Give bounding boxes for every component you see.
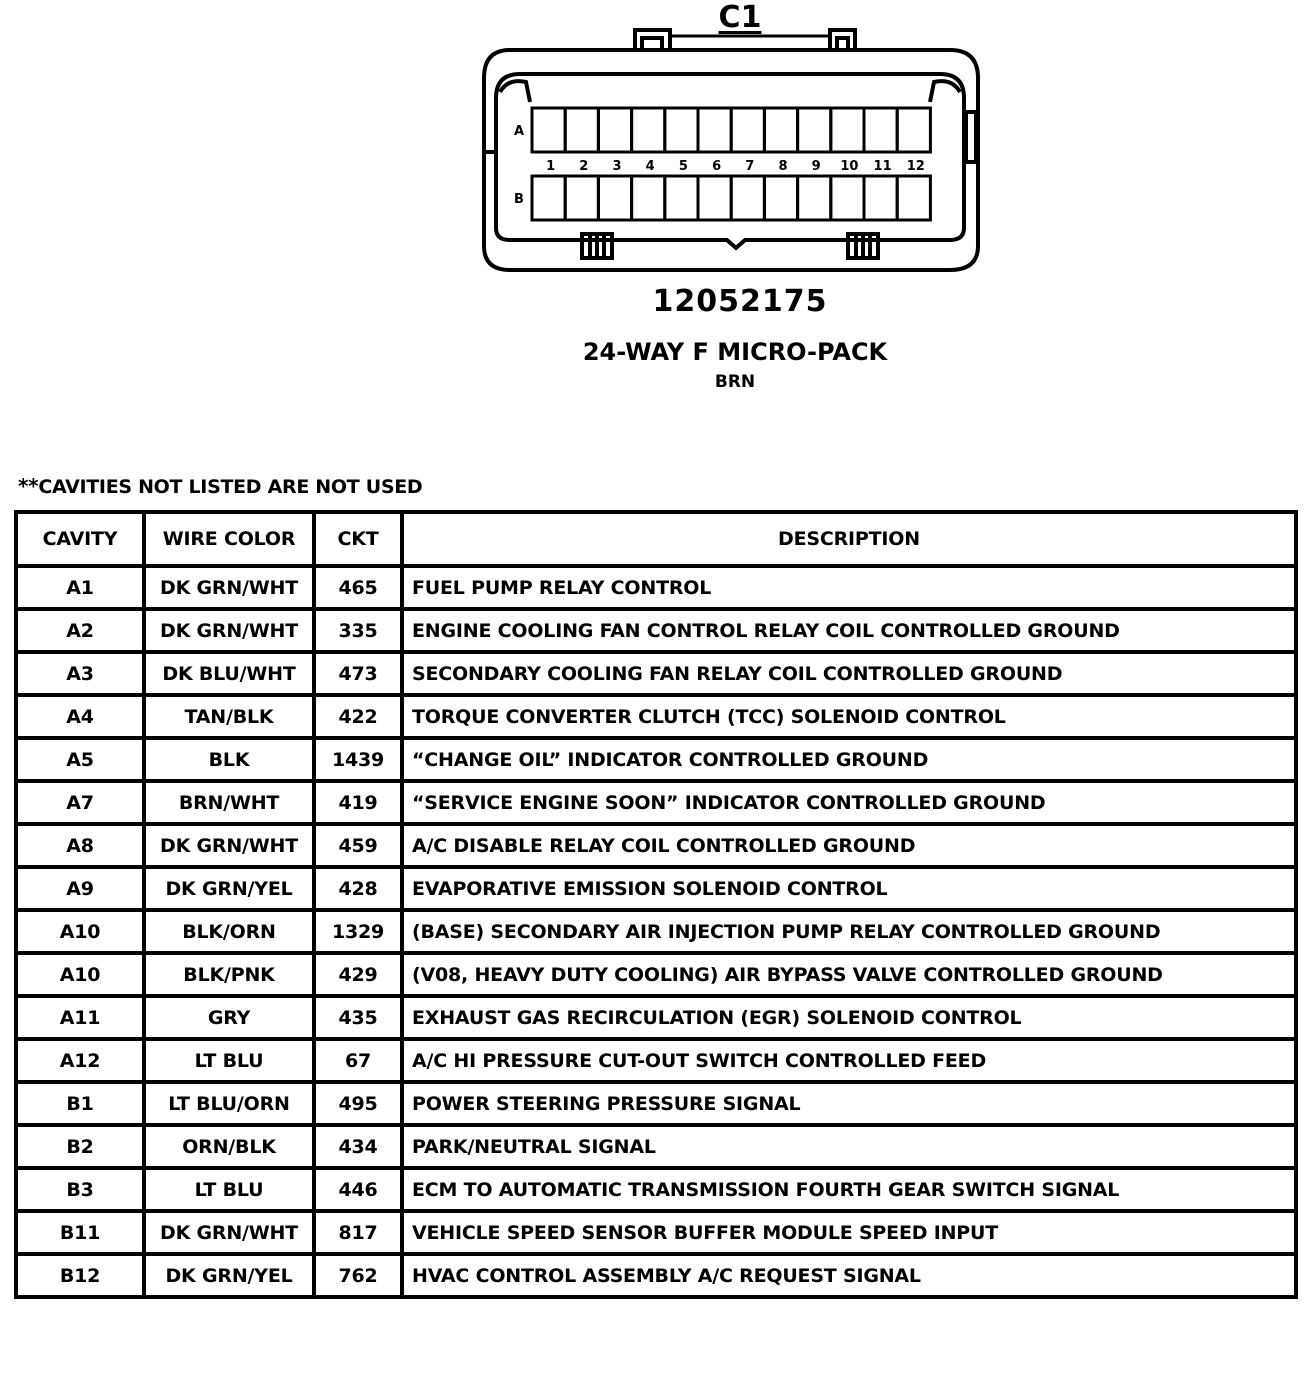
cell-ckt: 1329 (314, 910, 402, 953)
cavity-A7 (731, 108, 764, 152)
cell-description: (V08, HEAVY DUTY COOLING) AIR BYPASS VALVE CONTROLLED GROUND (402, 953, 1296, 996)
cell-wire-color: GRY (144, 996, 314, 1039)
cavity-A10 (831, 108, 864, 152)
table-row (16, 781, 1296, 824)
cavity-grid (532, 108, 930, 220)
table-row (16, 1039, 1296, 1082)
cell-ckt: 1439 (314, 738, 402, 781)
cell-cavity: B11 (16, 1211, 144, 1254)
cell-description: “CHANGE OIL” INDICATOR CONTROLLED GROUND (402, 738, 1296, 781)
part-number: 12052175 (652, 284, 828, 319)
cavity-B4 (632, 176, 665, 220)
cell-description: FUEL PUMP RELAY CONTROL (402, 566, 1296, 609)
cavity-B8 (764, 176, 797, 220)
row-label: A (514, 124, 525, 139)
cell-description: ECM TO AUTOMATIC TRANSMISSION FOURTH GEAR SWITCH SIGNAL (402, 1168, 1296, 1211)
cavity-B10 (831, 176, 864, 220)
cavity-A4 (632, 108, 665, 152)
cell-wire-color: DK BLU/WHT (144, 652, 314, 695)
cell-ckt: 459 (314, 824, 402, 867)
cell-cavity: A7 (16, 781, 144, 824)
pin-number-label: 8 (778, 159, 788, 174)
cavity-B7 (731, 176, 764, 220)
cell-cavity: A10 (16, 953, 144, 996)
table-row (16, 1082, 1296, 1125)
cell-ckt: 435 (314, 996, 402, 1039)
cavity-B3 (598, 176, 631, 220)
cell-ckt: 473 (314, 652, 402, 695)
cell-cavity: A11 (16, 996, 144, 1039)
cell-wire-color: LT BLU/ORN (144, 1082, 314, 1125)
cell-description: POWER STEERING PRESSURE SIGNAL (402, 1082, 1296, 1125)
cell-ckt: 428 (314, 867, 402, 910)
cell-cavity: B2 (16, 1125, 144, 1168)
cell-description: VEHICLE SPEED SENSOR BUFFER MODULE SPEED INPUT (402, 1211, 1296, 1254)
cell-cavity: A1 (16, 566, 144, 609)
cell-wire-color: TAN/BLK (144, 695, 314, 738)
row-label: B (514, 192, 524, 207)
cell-cavity: A9 (16, 867, 144, 910)
table-row (16, 1211, 1296, 1254)
cell-description: A/C DISABLE RELAY COIL CONTROLLED GROUND (402, 824, 1296, 867)
cell-wire-color: DK GRN/WHT (144, 1211, 314, 1254)
cell-wire-color: DK GRN/WHT (144, 609, 314, 652)
pin-number-label: 5 (678, 159, 688, 174)
cell-wire-color: BLK/PNK (144, 953, 314, 996)
cavity-B6 (698, 176, 731, 220)
cell-description: A/C HI PRESSURE CUT-OUT SWITCH CONTROLLED FEED (402, 1039, 1296, 1082)
pin-number-label: 3 (612, 159, 622, 174)
cavity-A5 (665, 108, 698, 152)
connector-housing-outline (484, 50, 978, 270)
table-row (16, 652, 1296, 695)
table-row (16, 953, 1296, 996)
cell-description: TORQUE CONVERTER CLUTCH (TCC) SOLENOID CONTROL (402, 695, 1296, 738)
cell-ckt: 335 (314, 609, 402, 652)
cavity-A6 (698, 108, 731, 152)
cell-cavity: A4 (16, 695, 144, 738)
cell-ckt: 429 (314, 953, 402, 996)
cell-wire-color: BRN/WHT (144, 781, 314, 824)
cell-ckt: 446 (314, 1168, 402, 1211)
table-row (16, 1125, 1296, 1168)
cell-description: “SERVICE ENGINE SOON” INDICATOR CONTROLLED GROUND (402, 781, 1296, 824)
cavity-B11 (864, 176, 897, 220)
pin-number-label: 11 (873, 159, 892, 174)
pin-number-label: 10 (840, 159, 859, 174)
connector-type: 24-WAY F MICRO-PACK (582, 338, 888, 366)
header-description: DESCRIPTION (402, 512, 1296, 566)
pinout-table-body (16, 566, 1296, 1297)
connector-housing-inner (496, 74, 964, 248)
cavity-B9 (798, 176, 831, 220)
cavity-A12 (897, 108, 930, 152)
pin-number-label: 7 (745, 159, 755, 174)
cavity-A1 (532, 108, 565, 152)
cell-ckt: 762 (314, 1254, 402, 1297)
table-row (16, 1168, 1296, 1211)
cell-description: PARK/NEUTRAL SIGNAL (402, 1125, 1296, 1168)
cell-wire-color: BLK (144, 738, 314, 781)
cavity-B12 (897, 176, 930, 220)
table-row (16, 910, 1296, 953)
table-row (16, 867, 1296, 910)
cell-cavity: A5 (16, 738, 144, 781)
cell-cavity: A8 (16, 824, 144, 867)
note-text: CAVITIES NOT LISTED ARE NOT USED (38, 476, 423, 498)
cavity-A8 (764, 108, 797, 152)
header-wire-color: WIRE COLOR (144, 512, 314, 566)
cavity-A11 (864, 108, 897, 152)
cell-description: SECONDARY COOLING FAN RELAY COIL CONTROLLED GROUND (402, 652, 1296, 695)
table-row (16, 609, 1296, 652)
table-row (16, 695, 1296, 738)
cell-ckt: 67 (314, 1039, 402, 1082)
pin-number-label: 12 (906, 159, 925, 174)
cavity-B5 (665, 176, 698, 220)
cell-cavity: A2 (16, 609, 144, 652)
cell-wire-color: DK GRN/WHT (144, 566, 314, 609)
table-row (16, 738, 1296, 781)
cavity-B1 (532, 176, 565, 220)
cavity-B2 (565, 176, 598, 220)
cavity-A3 (598, 108, 631, 152)
table-row (16, 1254, 1296, 1297)
pin-number-label: 2 (579, 159, 589, 174)
cell-wire-color: LT BLU (144, 1039, 314, 1082)
header-cavity: CAVITY (16, 512, 144, 566)
cell-cavity: B1 (16, 1082, 144, 1125)
pin-number-label: 6 (712, 159, 722, 174)
cell-ckt: 495 (314, 1082, 402, 1125)
cell-ckt: 434 (314, 1125, 402, 1168)
connector-diagram (470, 28, 990, 278)
cell-cavity: A10 (16, 910, 144, 953)
table-row (16, 824, 1296, 867)
note-stars: ** (18, 474, 39, 498)
pin-number-label: 9 (811, 159, 821, 174)
cell-cavity: B12 (16, 1254, 144, 1297)
cavity-A9 (798, 108, 831, 152)
pin-number-label: 4 (645, 159, 655, 174)
header-ckt: CKT (314, 512, 402, 566)
cell-description: EXHAUST GAS RECIRCULATION (EGR) SOLENOID CONTROL (402, 996, 1296, 1039)
cell-ckt: 422 (314, 695, 402, 738)
table-header-row (16, 512, 1296, 566)
cell-ckt: 419 (314, 781, 402, 824)
cell-description: (BASE) SECONDARY AIR INJECTION PUMP RELAY CONTROLLED GROUND (402, 910, 1296, 953)
cell-cavity: B3 (16, 1168, 144, 1211)
cell-description: ENGINE COOLING FAN CONTROL RELAY COIL CONTROLLED GROUND (402, 609, 1296, 652)
cell-description: EVAPORATIVE EMISSION SOLENOID CONTROL (402, 867, 1296, 910)
cell-description: HVAC CONTROL ASSEMBLY A/C REQUEST SIGNAL (402, 1254, 1296, 1297)
cell-wire-color: LT BLU (144, 1168, 314, 1211)
cell-ckt: 817 (314, 1211, 402, 1254)
cell-wire-color: ORN/BLK (144, 1125, 314, 1168)
table-row (16, 996, 1296, 1039)
cell-ckt: 465 (314, 566, 402, 609)
pinout-table (14, 510, 1298, 1299)
cell-cavity: A3 (16, 652, 144, 695)
connector-color: BRN (714, 372, 756, 392)
connector-label: C1 (718, 0, 762, 35)
table-row (16, 566, 1296, 609)
pin-number-label: 1 (546, 159, 556, 174)
cell-wire-color: DK GRN/WHT (144, 824, 314, 867)
unused-cavities-note (18, 474, 422, 498)
cell-cavity: A12 (16, 1039, 144, 1082)
cell-wire-color: DK GRN/YEL (144, 1254, 314, 1297)
cavity-A2 (565, 108, 598, 152)
cell-wire-color: BLK/ORN (144, 910, 314, 953)
cell-wire-color: DK GRN/YEL (144, 867, 314, 910)
